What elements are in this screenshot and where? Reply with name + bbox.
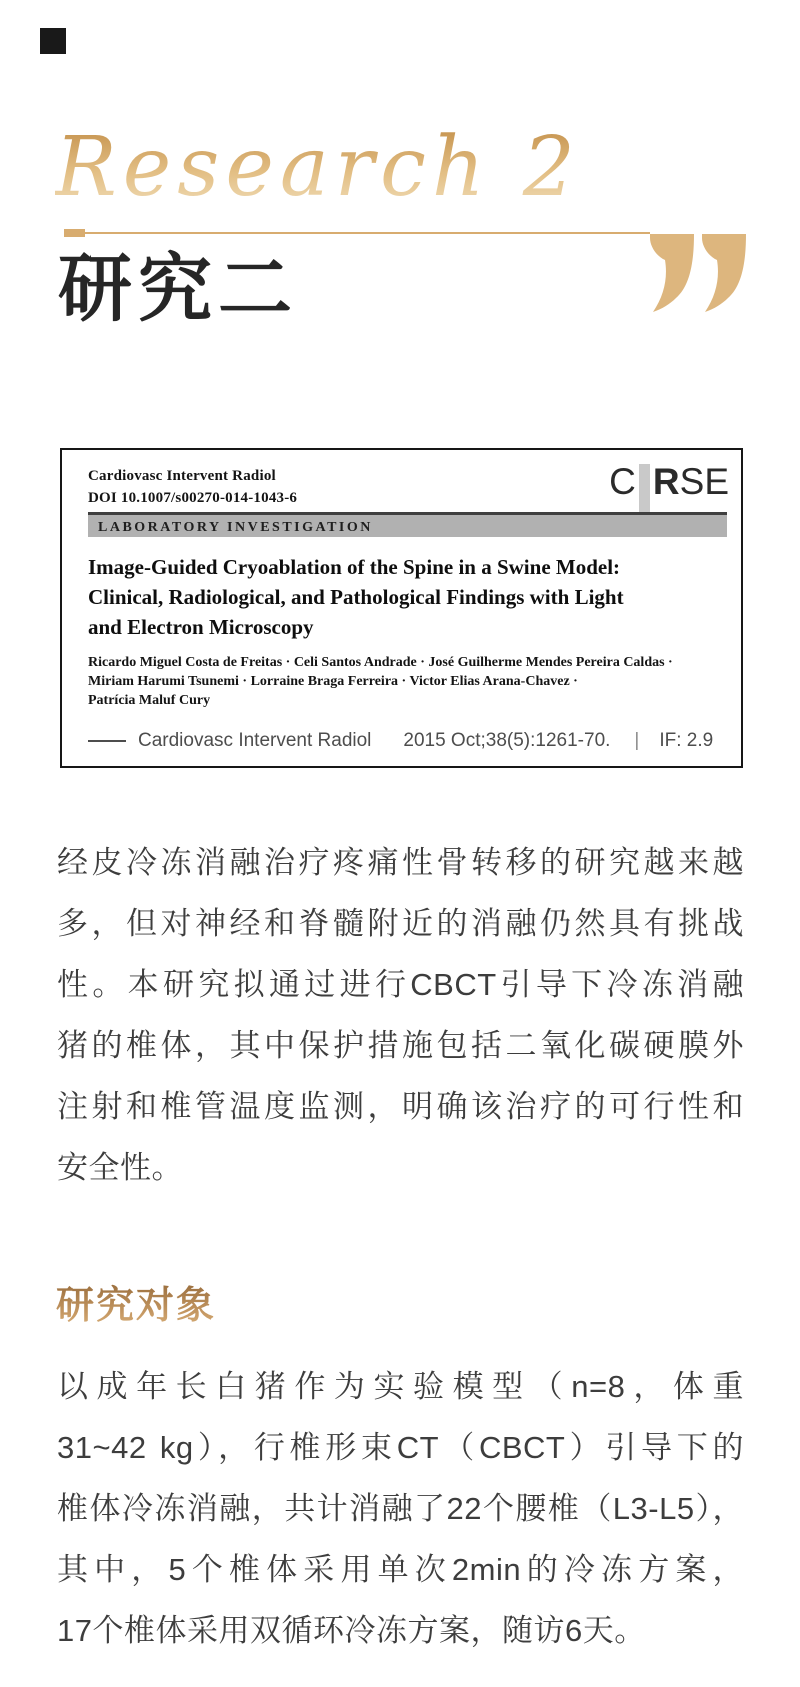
script-title: Research 2 <box>55 118 581 218</box>
paper-authors-line: Patrícia Maluf Cury <box>88 693 211 708</box>
subjects-line: 31~42 kg），行椎形束CT（CBCT）引导下的 <box>57 1430 744 1465</box>
paper-authors <box>88 653 728 710</box>
section-heading: 研究对象 <box>56 1282 216 1330</box>
journal-name: Cardiovasc Intervent Radiol <box>88 468 276 484</box>
intro-paragraph <box>57 832 744 1198</box>
intro-line: 猪的椎体，其中保护措施包括二氧化碳硬膜外 <box>57 1028 744 1063</box>
page-title: 研究二 <box>58 249 298 331</box>
cirse-logo <box>609 462 729 514</box>
subjects-line: 其中，5个椎体采用单次2min的冷冻方案， <box>57 1552 744 1587</box>
paper-title <box>88 552 718 642</box>
paper-card <box>60 448 743 768</box>
title-underline <box>64 232 650 234</box>
section-label-bar: LABORATORY INVESTIGATION <box>88 512 727 537</box>
decor-square <box>40 28 66 54</box>
citation-date: 2015 Oct;38(5):1261-70. <box>403 730 611 751</box>
paper-title-line: and Electron Microscopy <box>88 615 314 639</box>
cirse-logo-c: C <box>609 461 636 502</box>
intro-line: 多，但对神经和脊髓附近的消融仍然具有挑战 <box>57 906 744 941</box>
citation-impact-factor: IF: 2.9 <box>659 730 714 751</box>
quotation-marks-icon <box>648 234 748 317</box>
intro-line: 注射和椎管温度监测，明确该治疗的可行性和 <box>57 1089 744 1124</box>
intro-line: 经皮冷冻消融治疗疼痛性骨转移的研究越来越 <box>57 845 744 880</box>
journal-doi: DOI 10.1007/s00270-014-1043-6 <box>88 490 298 506</box>
subjects-paragraph <box>57 1356 744 1661</box>
subjects-line: 椎体冷冻消融，共计消融了22个腰椎（L3-L5）， <box>57 1491 745 1526</box>
intro-line: 性。本研究拟通过进行CBCT引导下冷冻消融 <box>57 967 744 1002</box>
cirse-logo-bar <box>639 464 650 512</box>
citation-dash <box>88 740 126 742</box>
paper-authors-line: Ricardo Miguel Costa de Freitas · Celi Santos Andrade · José Guilherme Mendes Pereira Caldas · <box>88 655 673 670</box>
underline-accent <box>64 229 85 237</box>
citation-row <box>88 730 738 752</box>
paper-authors-line: Miriam Harumi Tsunemi · Lorraine Braga Ferreira · Victor Elias Arana-Chavez · <box>88 674 578 689</box>
subjects-line: 17个椎体采用双循环冷冻方案，随访6天。 <box>57 1613 646 1648</box>
paper-title-line: Image-Guided Cryoablation of the Spine in a Swine Model: <box>88 555 621 579</box>
subjects-line: 以成年长白猪作为实验模型（n=8，体重 <box>57 1369 744 1404</box>
citation-journal: Cardiovasc Intervent Radiol <box>138 730 372 751</box>
citation-separator: | <box>634 730 640 751</box>
cirse-logo-se: SE <box>679 461 729 502</box>
intro-line: 安全性。 <box>57 1150 183 1185</box>
paper-title-line: Clinical, Radiological, and Pathological Findings with Light <box>88 585 624 609</box>
cirse-logo-r: R <box>652 461 680 502</box>
